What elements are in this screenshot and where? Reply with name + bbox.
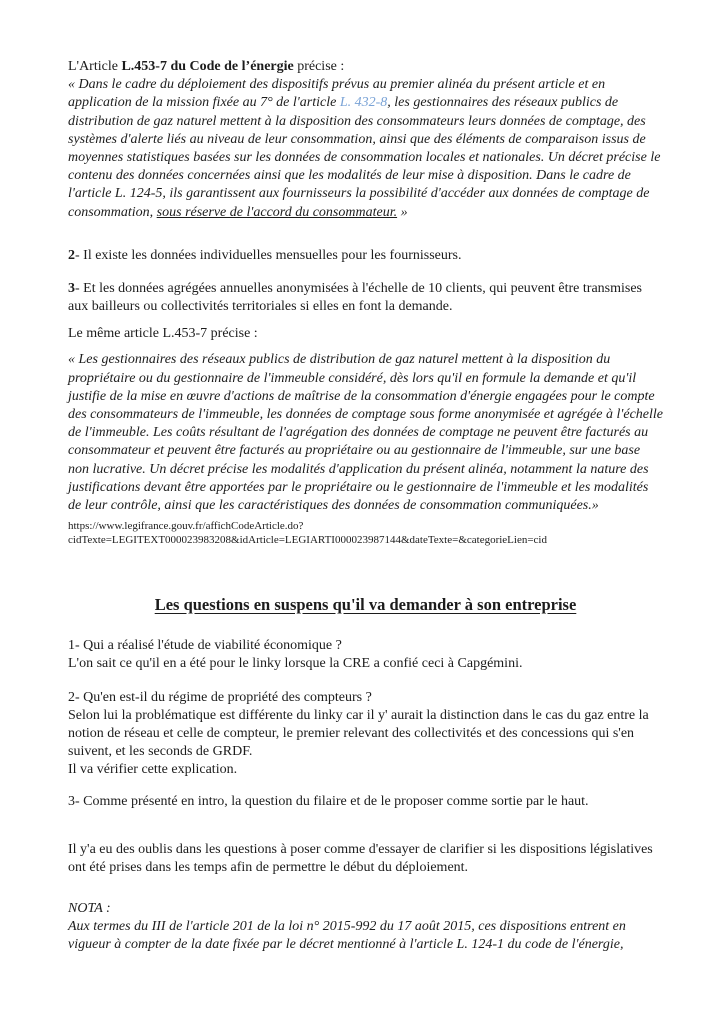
source-url[interactable] (68, 520, 663, 547)
question-2-line1: 2- Qu'en est-il du régime de propriété des compteurs ? (68, 689, 372, 705)
point-2 (68, 247, 663, 265)
nota-section (68, 900, 663, 955)
article-intro-prefix: L'Article (68, 59, 122, 74)
question-2-followup: Il va vérifier cette explication. (68, 762, 238, 778)
nota-body: Aux termes du III de l'article 201 de la loi n° 2015-992 du 17 août 2015, ces dispositions entrent en vigueur à compter de la date fixée par le décret mentionné à l'article L. 124-1 du code de l'énergie, (68, 919, 626, 953)
article-intro-suffix: précise : (293, 59, 345, 74)
legal-quote-1 (68, 76, 663, 222)
question-2-body: Selon lui la problématique est différente du linky car il y' aurait la distinction dans le cas du gaz entre la notion de réseau et celle de compteur, le premier relevant des collectivités et des concessions qui s'en suivent, et les seconds de GRDF. (68, 707, 649, 760)
section-heading-text: Les questions en suspens qu'il va demander à son entreprise (154, 594, 577, 614)
question-1-line1: 1- Qui a réalisé l'étude de viabilité économique ? (68, 638, 342, 654)
quote1-closing: » (397, 204, 408, 220)
article-intro-line (68, 58, 663, 76)
point-2-number: 2 (68, 247, 75, 263)
point-3-number: 3 (68, 280, 75, 296)
same-article-line: Le même article L.453-7 précise : (68, 326, 258, 342)
remark-paragraph: Il y'a eu des oublis dans les questions à poser comme d'essayer de clarifier si les dispositions législatives ont été prises dans les temps afin de permettre le début du déploiement. (68, 841, 653, 875)
point-3-text: - Et les données agrégées annuelles anonymisées à l'échelle de 10 clients, qui peuvent être transmises aux bailleurs ou collectivités territoriales si elles en font la demande. (68, 280, 642, 315)
quote1-part1: « Dans le cadre du déploiement des dispositifs prévus au premier alinéa du présent article et en application de la mission fixée au 7° de l'article (68, 77, 606, 111)
question-3: 3- Comme présenté en intro, la question du filaire et de le proposer comme sortie par le haut. (68, 794, 589, 810)
point-3 (68, 280, 663, 316)
nota-label: NOTA : (68, 901, 111, 916)
source-url-line1[interactable]: https://www.legifrance.gouv.fr/affichCodeArticle.do? (68, 520, 304, 533)
question-1-line2: L'on sait ce qu'il en a été pour le linky lorsque la CRE a confié ceci à Capgémini. (68, 656, 523, 672)
article-ref-bold: L.453-7 du Code de l’énergie (121, 59, 294, 74)
quote1-underlined-phrase: sous réserve de l'accord du consommateur. (156, 204, 398, 220)
question-1 (68, 637, 663, 673)
source-url-line2[interactable]: cidTexte=LEGITEXT000023983208&idArticle=LEGIARTI000023987144&dateTexte=&categorieLien=cid (68, 533, 547, 546)
question-2 (68, 689, 663, 780)
legifrance-article-link[interactable]: L. 432-8 (339, 95, 388, 111)
section-heading (68, 594, 663, 616)
point-2-text: - Il existe les données individuelles mensuelles pour les fournisseurs. (75, 247, 462, 263)
legal-quote-2: « Les gestionnaires des réseaux publics de distribution de gaz naturel mettent à la disposition du propriétaire ou du gestionnaire de l'immeuble considéré, dès lors qu'il en formule la demande et qu'il justifie de la mise en œuvre d'actions de maîtrise de la consommation d'énergie engagées pour le compte des consommateurs de l'immeuble, les données de comptage sous forme anonymisée et agrégée à l'échelle de l'immeuble. Les coûts résultant de l'agrégation des données de comptage ne peuvent être facturés au consommateur et peuvent être facturés au propriétaire ou au gestionnaire de l'immeuble, sur une base non lucrative. Un décret précise les modalités d'application du présent alinéa, notamment la nature des justifications devant être apportées par le propriétaire ou le gestionnaire de l'immeuble et les modalités de leur contrôle, ainsi que les caractéristiques des données de consommation communiquées.» (68, 352, 663, 513)
quote1-part2: , les gestionnaires des réseaux publics de distribution de gaz naturel mettent à la disposition des consommateurs leurs données de comptage, des systèmes d'alerte liés au niveau de leur consommation, ainsi que des éléments de comparaison issus de moyennes statistiques basées sur les données de consommation locales et nationales. Un décret précise le contenu des données concernées ainsi que les modalités de leur mise à disposition. Dans le cadre de l'article L. 124-5, ils garantissent aux fournisseurs la possibilité d'accéder aux données de comptage de consommation, (68, 95, 661, 220)
